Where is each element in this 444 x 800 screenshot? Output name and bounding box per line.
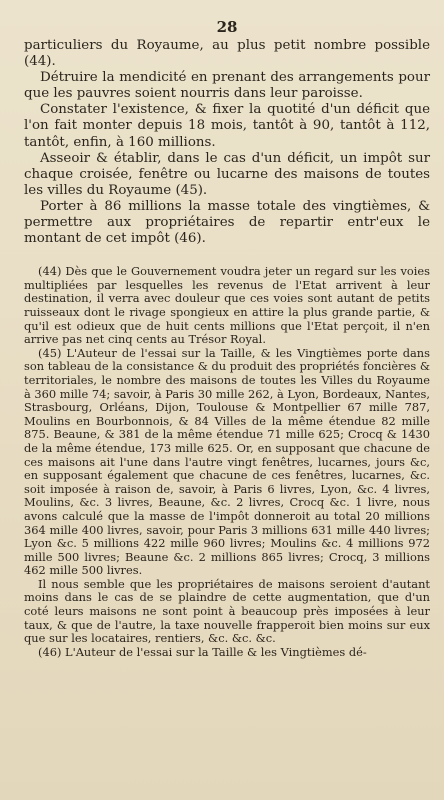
footnote-46: (46) L'Auteur de l'essai sur la Taille & les Vingtièmes dé-	[38, 644, 367, 659]
main-paragraph-2: Détruire la mendicité en prenant des arrangements pour que les pauvres soient nourris dans leur paroisse.	[24, 70, 430, 102]
page-number: 28	[216, 18, 238, 36]
main-paragraph-5: Porter à 86 millions la masse totale des vingtièmes, & permettre aux propriétaires de repartir entr'eux le montant de cet impôt (46).	[24, 198, 430, 247]
footnote-45-continued: Il nous semble que les propriétaires de maisons seroient d'autant moins dans le cas de se plaindre de cette augmentation, que d'un coté leurs maisons ne sont point à beaucoup près imposées à leur taux, & que de l'autre, la taxe nouvelle frapperoit bien moins sur eux que sur les locataires, rentiers, &c. &c. &c.	[24, 576, 430, 646]
footnote-45: (45) L'Auteur de l'essai sur la Taille, & les Vingtièmes porte dans son tableau de la consistance & du produit des propriétés foncières & territoriales, le nombre des maisons de toutes les Villes du Royaume à 360 mille 74; savoir, à Paris 30 mille 262, à Lyon, Bordeaux, Nantes, Strasbourg, Orléans, Dijon, Toulouse & Montpellier 67 mille 787, Moulins en Bourbonnois, & 84 Villes de la même étendue 82 mille 875. Beaune, & 381 de la même étendue 71 mille 625; Crocq & 1430 de la même étendue, 173 mille 625. Or, en supposant que chacune de ces maisons ait l'une dans l'autre vingt fenêtres, lucarnes, jours &c, en supposant également que chacune de ces fenêtres, lucarnes, &c. soit imposée à raison de, savoir, à Paris 6 livres, Lyon, &c. 4 livres, Moulins, &c. 3 livres, Beaune, &c. 2 livres, Crocq &c. 1 livre, nous avons calculé que la masse de l'impôt donneroit au total 20 millions 364 mille 400 livres, savoir, pour Paris 3 millions 631 mille 440 livres; Lyon &c. 5 millions 422 mille 960 livres; Moulins &c. 4 millions 972 mille 500 livres; Beaune &c. 2 millions 865 livres; Crocq, 3 millions 462 mille 500 livres.	[24, 345, 430, 578]
footnotes	[24, 265, 430, 659]
footnote-44: (44) Dès que le Gouvernement voudra jeter un regard sur les voies multipliées par lesquelles les revenus de l'Etat arrivent à leur destination, il verra avec douleur que ces voies sont autant de petits ruisseaux dont le rivage spongieux en attire la plus grande partie, & qu'il est odieux que de huit cents millions que l'Etat perçoit, il n'en arrive pas net cinq cents au Trésor Royal.	[24, 264, 430, 347]
main-paragraph-3: Constater l'existence, & fixer la quotité d'un déficit que l'on fait monter depuis 18 mois, tantôt à 90, tantôt à 112, tantôt, enfin, à 160 millions.	[24, 102, 430, 150]
main-text	[24, 38, 430, 247]
main-paragraph-1: particuliers du Royaume, au plus petit nombre possible (44).	[24, 38, 430, 70]
main-paragraph-4: Asseoir & établir, dans le cas d'un déficit, un impôt sur chaque croisée, fenêtre ou lucarne des maisons de toutes les villes du Royaume (45).	[24, 150, 430, 198]
